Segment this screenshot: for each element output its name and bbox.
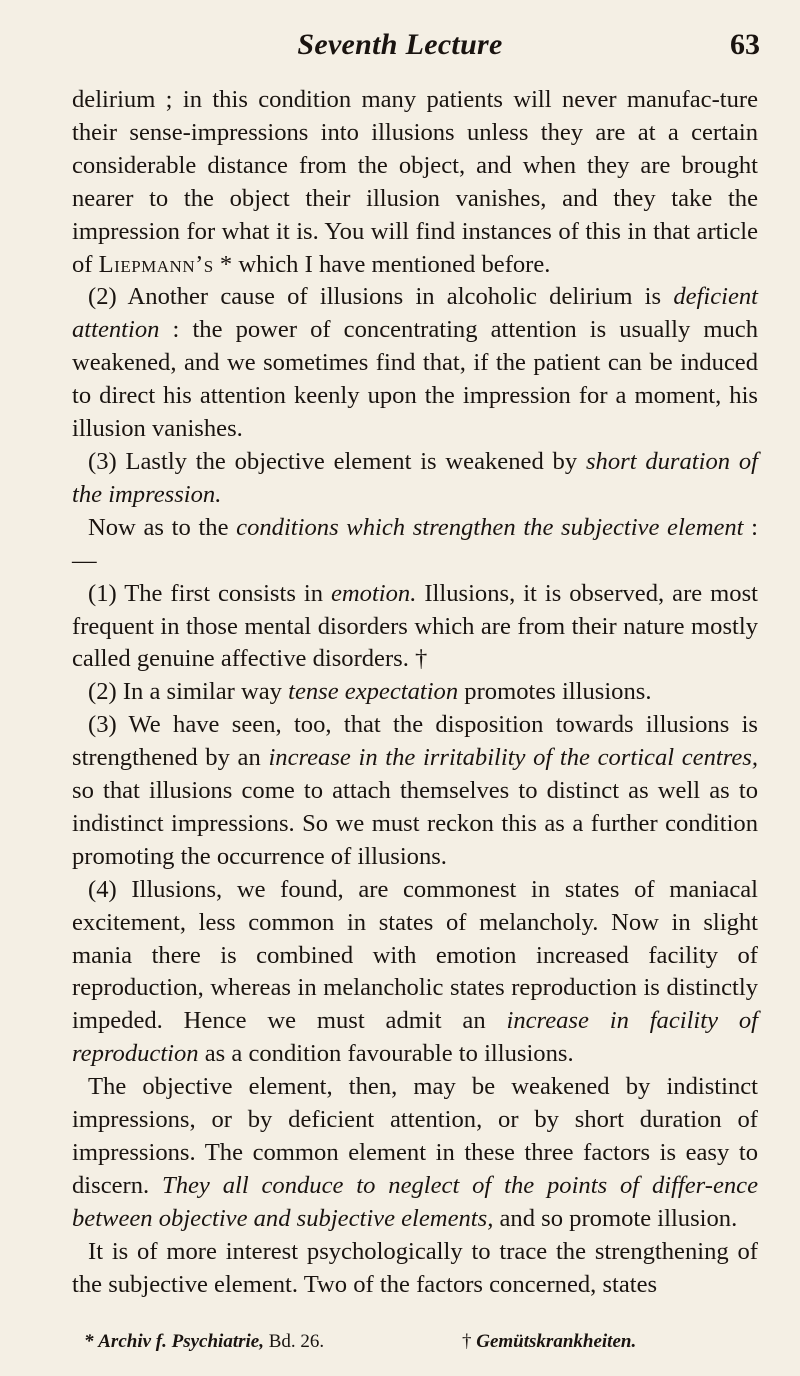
running-title: Seventh Lecture: [297, 28, 503, 61]
paragraph: (2) In a similar way tense expectation promotes illusions.: [88, 678, 652, 706]
author-name: Liepmann’s: [98, 250, 214, 278]
paragraph: The objective element, then, may be weakened by indistinct impressions, or by deficient attention, or by short duration of impressions. The common element in these three factors is easy to discern. They all conduce to neglect of the points of differ-ence between objective and subjective elements, and so promote illusion.: [72, 1073, 758, 1232]
paragraph: (2) Another cause of illusions in alcoholic delirium is deficient attention : the power of concentrating attention is usually much weakened, and we sometimes find that, if the patient can be induced to direct his attention keenly upon the impression for a moment, his illusion vanishes.: [72, 283, 758, 443]
paragraph: (1) The first consists in emotion. Illusions, it is observed, are most frequent in those mental disorders which are from their nature mostly called genuine affective disorders. †: [72, 579, 758, 673]
footnote-2: † Gemütskrankheiten.: [462, 1331, 637, 1352]
footnote-1: * Archiv f. Psychiatrie, Bd. 26.: [84, 1331, 325, 1352]
paragraph: It is of more interest psychologically to trace the strengthening of the subjective element. Two of the factors concerned, states: [72, 1237, 758, 1298]
paragraph: (3) Lastly the objective element is weakened by short duration of the impression.: [72, 447, 758, 508]
body-text: [72, 84, 758, 1302]
paragraph: (4) Illusions, we found, are commonest in states of maniacal excitement, less common in states of melancholy. Now in slight mania there is combined with emotion increased facility of reproduction, whereas in melancholic states reproduction is distinctly impeded. Hence we must admit an increase in facility of reproduction as a condition favourable to illusions.: [72, 875, 758, 1068]
page-number: 63: [730, 28, 760, 61]
paragraph: delirium ; in this condition many patients will never manufac-ture their sense-impressions into illusions unless they are at a certain considerable distance from the object, and when they are brought nearer to the object their illusion vanishes, and they take the impression for what it is. You will find instances of this in that article of Liepmann’s * which I have mentioned before.: [72, 86, 758, 278]
paragraph: (3) We have seen, too, that the disposition towards illusions is strengthened by an increase in the irritability of the cortical centres, so that illusions come to attach themselves to distinct as well as to indistinct impressions. So we must reckon this as a further condition promoting the occurrence of illusions.: [72, 711, 758, 870]
page-header: [0, 28, 800, 68]
paragraph: Now as to the conditions which strengthen the subjective element :—: [72, 513, 759, 574]
